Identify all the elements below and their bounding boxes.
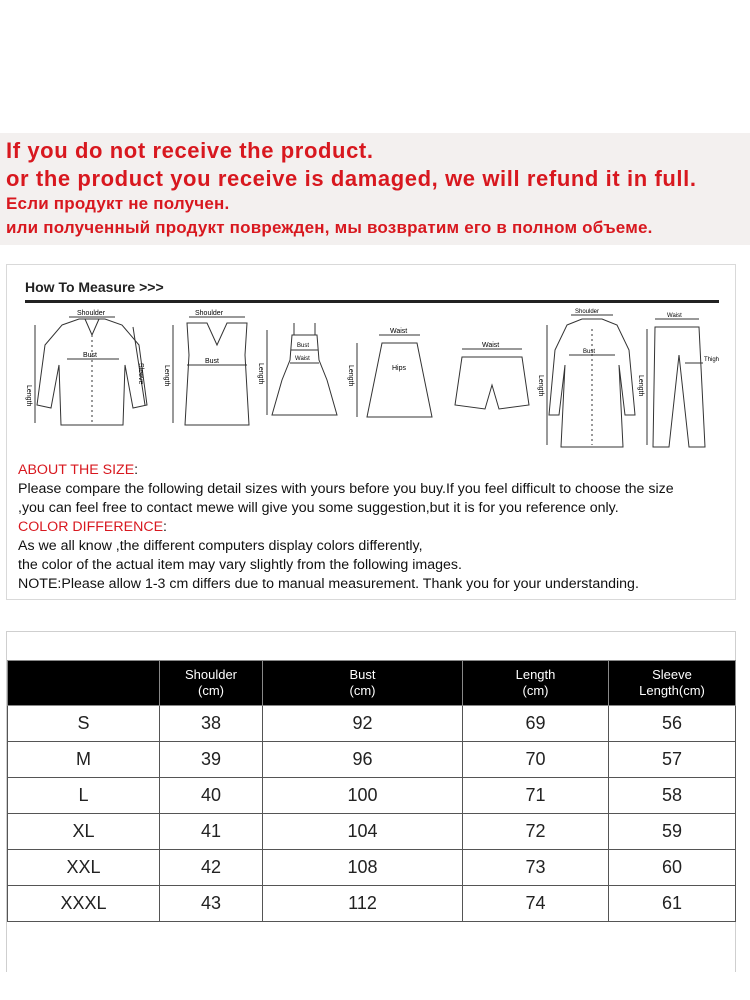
sleeve-cell: 59: [609, 814, 736, 850]
about-size-text-2: ,you can feel free to contact mewe will give you some suggestion,but it is for you reference only.: [18, 500, 619, 516]
length-cell: 69: [463, 706, 609, 742]
blouse-bust-label: Bust: [83, 352, 98, 359]
color-difference-line: COLOR DIFFERENCE:: [18, 519, 167, 535]
how-to-measure-panel: [6, 264, 736, 600]
size-cell: XXXL: [8, 886, 160, 922]
shoulder-cell: 41: [160, 814, 263, 850]
size-cell: S: [8, 706, 160, 742]
size-cell: M: [8, 742, 160, 778]
coat-bust-label: Bust: [583, 349, 596, 355]
title-divider: [25, 300, 719, 303]
dress-diagram: [257, 323, 337, 415]
header-bust: Bust (cm): [263, 661, 463, 706]
size-cell: XXL: [8, 850, 160, 886]
size-chart-panel: [6, 631, 736, 972]
header-length: Length (cm): [463, 661, 609, 706]
shorts-waist-label: Waist: [482, 342, 500, 349]
table-row: [8, 706, 736, 742]
blouse-sleeve-label: Sleeve: [137, 363, 144, 385]
skirt-diagram: [347, 328, 432, 417]
length-cell: 74: [463, 886, 609, 922]
pants-diagram: [637, 313, 719, 447]
bust-cell: 108: [263, 850, 463, 886]
bust-cell: 96: [263, 742, 463, 778]
sleeve-cell: 57: [609, 742, 736, 778]
coat-shoulder-label: Shoulder: [575, 309, 600, 315]
blouse-diagram: [25, 310, 147, 425]
size-info-text: [18, 461, 674, 594]
sleeve-cell: 58: [609, 778, 736, 814]
shoulder-cell: 38: [160, 706, 263, 742]
measurement-diagrams: [7, 305, 735, 455]
size-chart-table: [7, 660, 736, 922]
bust-cell: 100: [263, 778, 463, 814]
blouse-length-label: Length: [25, 385, 32, 407]
length-cell: 71: [463, 778, 609, 814]
shorts-diagram: [455, 342, 529, 409]
bust-cell: 104: [263, 814, 463, 850]
table-row: [8, 742, 736, 778]
dress-waist-label: Waist: [295, 356, 310, 362]
coat-diagram: [537, 309, 635, 447]
notice-line-3: Если продукт не получен.: [6, 194, 230, 213]
color-difference-text-2: the color of the actual item may vary slightly from the following images.: [18, 557, 462, 573]
notice-line-2: or the product you receive is damaged, we will refund it in full.: [6, 166, 697, 191]
pants-length-label: Length: [637, 375, 644, 397]
measurement-note: NOTE:Please allow 1-3 cm differs due to manual measurement. Thank you for your understanding.: [18, 576, 639, 592]
how-to-measure-title: How To Measure >>>: [25, 279, 164, 295]
header-sleeve-length: Sleeve Length(cm): [609, 661, 736, 706]
table-row: [8, 850, 736, 886]
dress-bust-label: Bust: [297, 343, 310, 349]
skirt-waist-label: Waist: [390, 328, 408, 335]
about-size-line: ABOUT THE SIZE:: [18, 462, 139, 478]
sleeve-cell: 61: [609, 886, 736, 922]
size-cell: XL: [8, 814, 160, 850]
length-cell: 73: [463, 850, 609, 886]
shoulder-cell: 39: [160, 742, 263, 778]
header-size: [8, 661, 160, 706]
shoulder-cell: 40: [160, 778, 263, 814]
about-size-heading: ABOUT THE SIZE: [18, 462, 135, 478]
color-difference-heading: COLOR DIFFERENCE: [18, 519, 164, 535]
tank-shoulder-label: Shoulder: [195, 310, 224, 317]
bust-cell: 92: [263, 706, 463, 742]
shoulder-cell: 42: [160, 850, 263, 886]
sleeve-cell: 56: [609, 706, 736, 742]
sleeve-cell: 60: [609, 850, 736, 886]
skirt-length-label: Length: [347, 365, 354, 387]
shoulder-cell: 43: [160, 886, 263, 922]
length-cell: 70: [463, 742, 609, 778]
blouse-shoulder-label: Shoulder: [77, 310, 106, 317]
size-cell: L: [8, 778, 160, 814]
size-chart-header-row: [8, 661, 736, 706]
tank-diagram: [163, 310, 249, 425]
pants-thigh-label: Thigh: [704, 357, 720, 363]
color-difference-text-1: As we all know ,the different computers display colors differently,: [18, 538, 423, 554]
table-row: [8, 778, 736, 814]
coat-length-label: Length: [537, 375, 544, 397]
header-shoulder: Shoulder (cm): [160, 661, 263, 706]
refund-notice: [0, 133, 750, 245]
table-row: [8, 814, 736, 850]
skirt-hips-label: Hips: [392, 365, 407, 372]
length-cell: 72: [463, 814, 609, 850]
notice-line-4: или полученный продукт поврежден, мы возвратим его в полном объеме.: [6, 218, 653, 237]
tank-length-label: Length: [163, 365, 170, 387]
about-size-text-1: Please compare the following detail sizes with yours before you buy.If you feel difficult to choose the size: [18, 481, 674, 497]
dress-length-label: Length: [257, 363, 264, 385]
notice-line-1: If you do not receive the product.: [6, 138, 374, 163]
bust-cell: 112: [263, 886, 463, 922]
table-row: [8, 886, 736, 922]
pants-waist-label: Waist: [667, 313, 682, 319]
tank-bust-label: Bust: [205, 358, 220, 365]
